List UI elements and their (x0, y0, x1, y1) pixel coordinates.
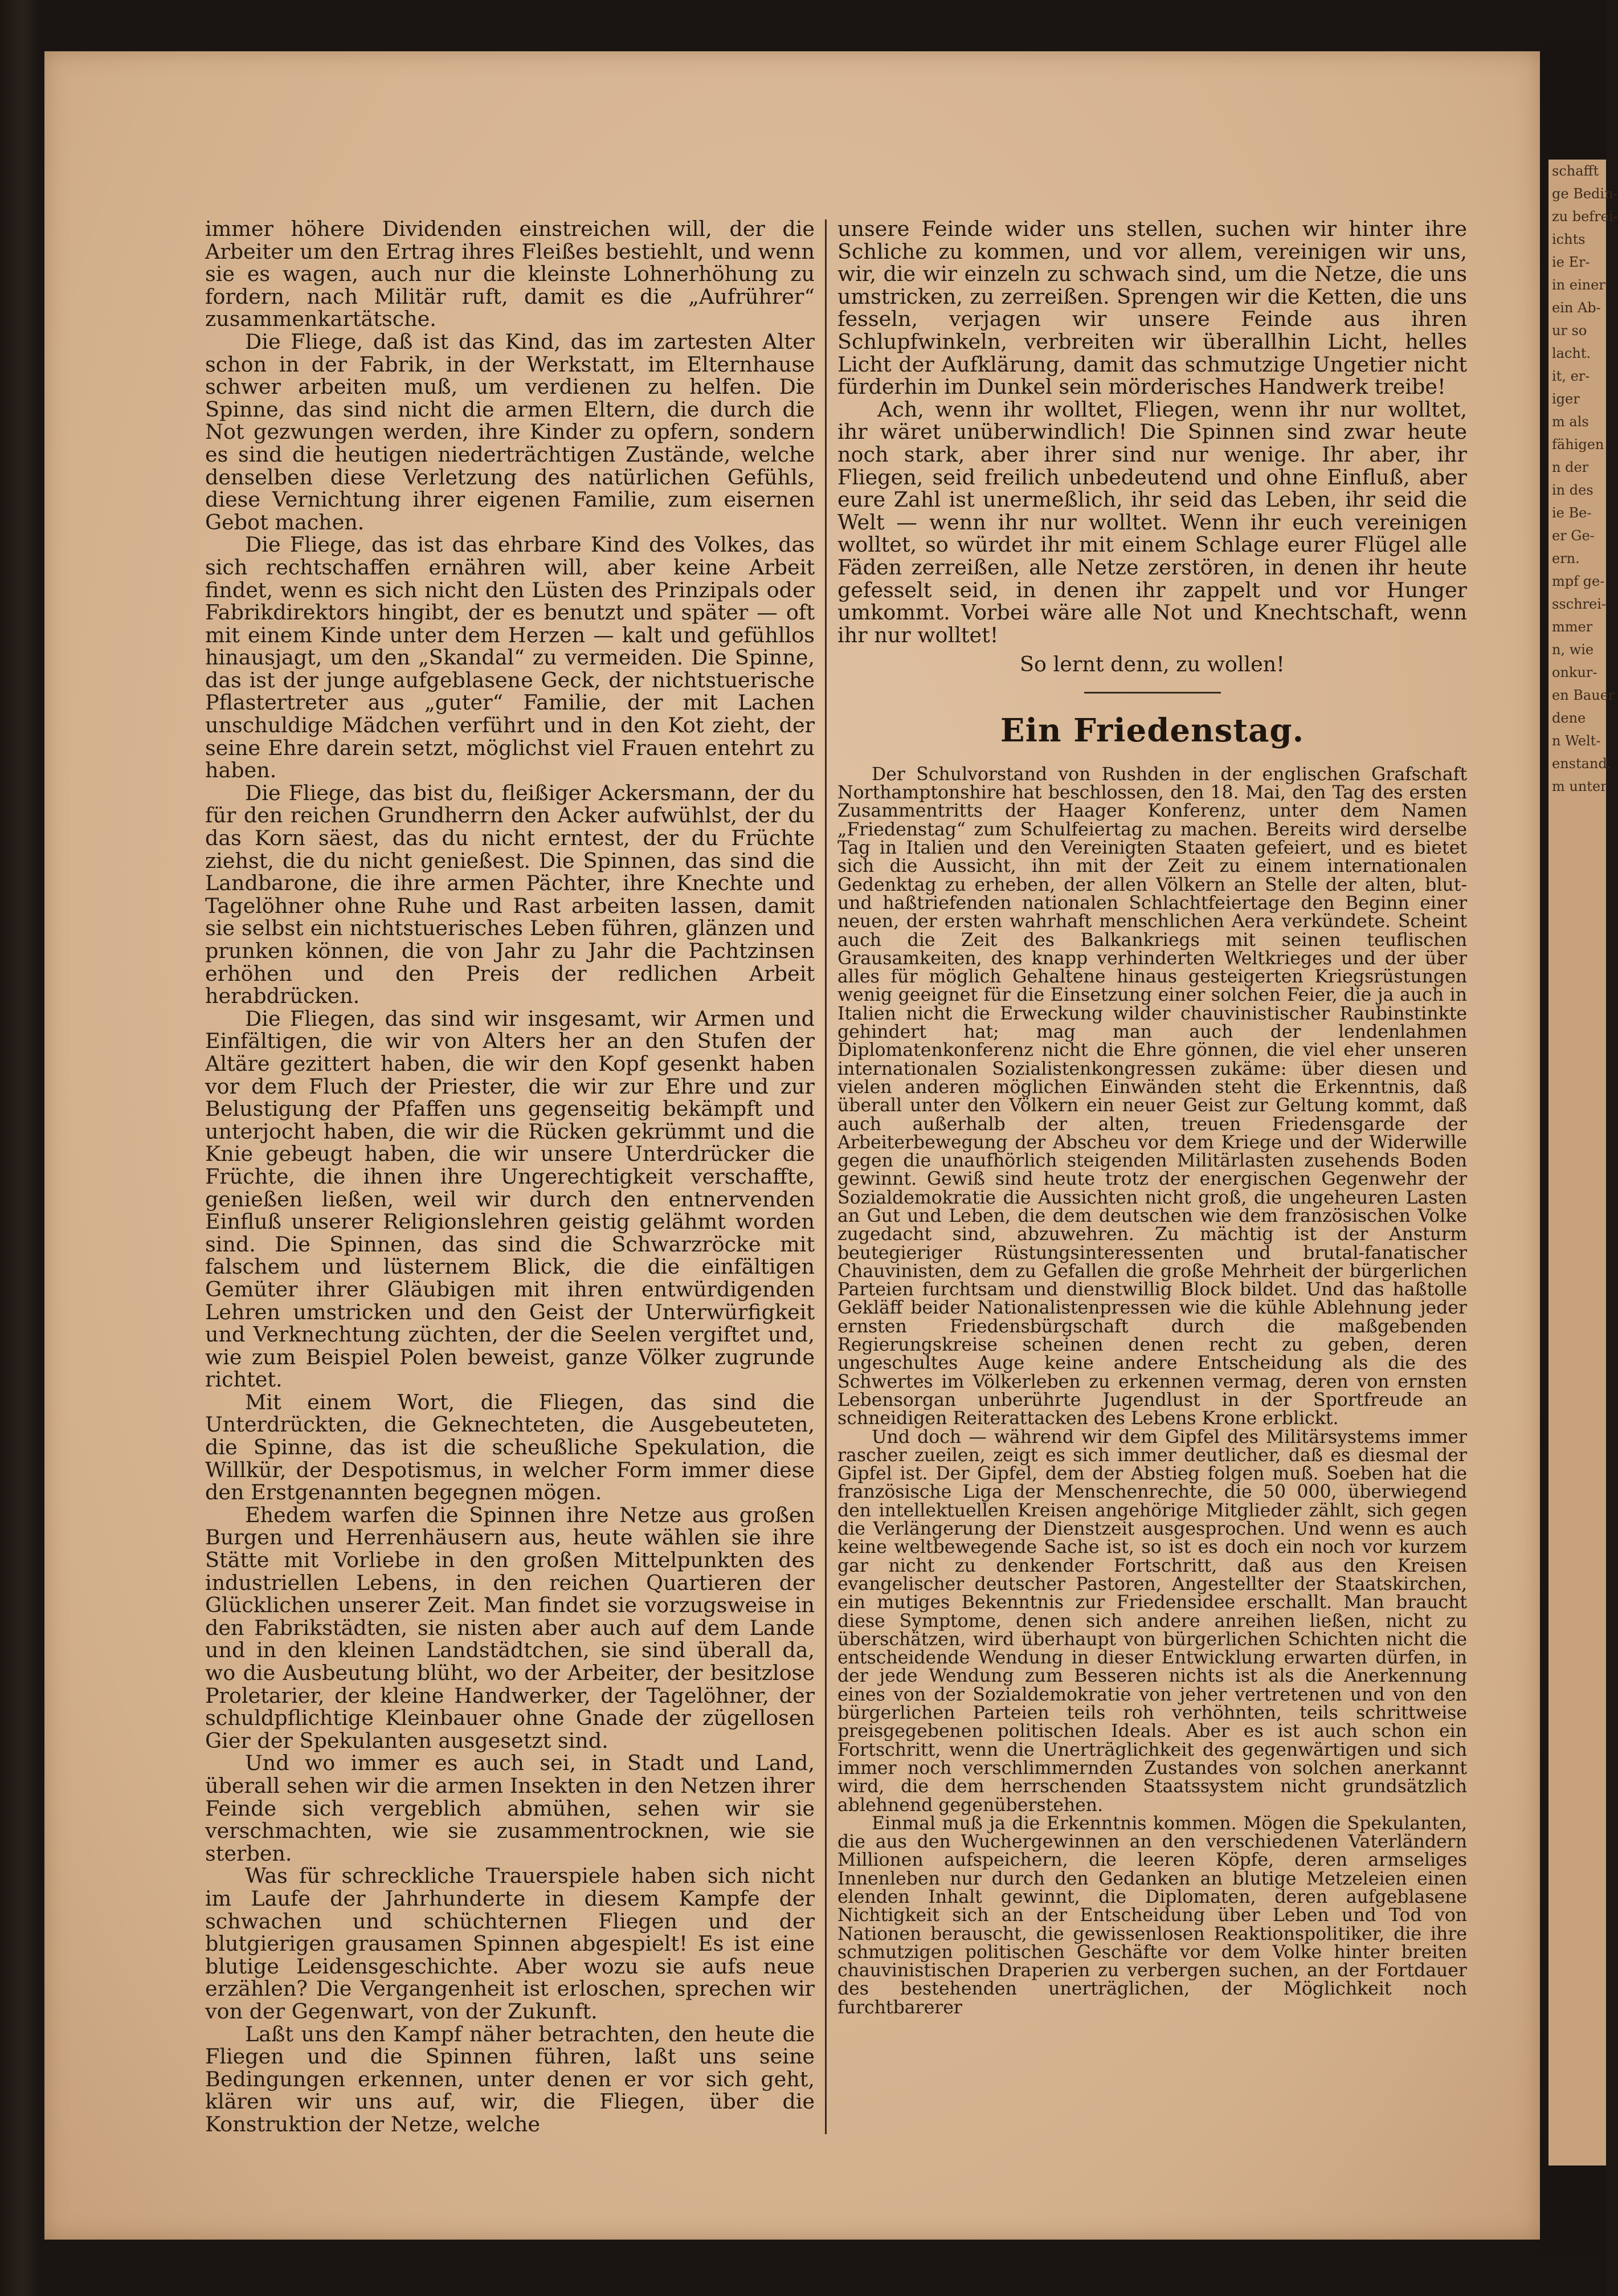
adjacent-page-fragment: mpf ge- (1552, 573, 1605, 589)
adjacent-page-fragment: fähigen (1552, 437, 1604, 452)
adjacent-page-fragment: m als (1552, 414, 1589, 430)
adjacent-page-fragment: ur so (1552, 323, 1587, 339)
adjacent-page-fragment: mmer (1552, 619, 1593, 635)
paragraph: unsere Feinde wider uns stellen, suchen wir hinter ihre Schliche zu kommen, und vor allem, vereinigen wir uns, wir, die wir einzeln zu schwach sind, um die Netze, die uns umstricken, zu zerreißen. Sprengen wir die Ketten, die uns fesseln, verjagen wir unsere Feinde aus ihren Schlupfwinkeln, verbreiten wir überallhin Licht, helles Licht der Aufklärung, damit das schmutzige Ungetier nicht fürderhin im Dunkel sein mörderisches Handwerk treibe! (837, 217, 1467, 399)
adjacent-page-fragment: m unter (1552, 778, 1607, 794)
paragraph: Einmal muß ja die Erkenntnis kommen. Mögen die Spekulanten, die aus den Wuchergewinnen an den verschiedenen Vaterländern Millionen aufspeichern, die leeren Köpfe, deren armseliges Innenleben nur durch den Gedanken an blutige Metzeleien einen elenden Inhalt gewinnt, die Diplomaten, deren aufgeblasene Nichtigkeit sich an der Entscheidung über Leben und Tod von Nationen berauscht, die gewissenlosen Reaktionspolitiker, die ihre schmutzigen politischen Geschäfte vor dem Volke hinter breiten chauvinistischen Draperien zu verbergen suchen, an der Fortdauer des bestehenden unerträglichen, der Möglichkeit noch furchtbarerer (837, 1813, 1467, 2018)
adjacent-page-fragment: it, er- (1552, 368, 1590, 384)
adjacent-page-fragment: n, wie (1552, 642, 1594, 658)
paragraph: Und wo immer es auch sei, in Stadt und Land, überall sehen wir die armen Insekten in den Netzen ihrer Feinde sich vergeblich abmühen, sehen wir sie verschmachten, wie sie zusammentrocknen, wie sie sterben. (205, 1751, 815, 1866)
section-divider (1084, 692, 1221, 694)
article-headline: Ein Friedenstag. (1000, 711, 1305, 749)
paragraph: Mit einem Wort, die Fliegen, das sind die Unterdrückten, die Geknechteten, die Ausgebeuteten, die Spinne, das ist die scheußliche Spekulation, die Willkür, der Despotismus, in welcher Form immer diese den Erstgenannten begegnen mögen. (205, 1389, 815, 1505)
adjacent-page-edge (1548, 160, 1618, 2166)
paragraph: Die Fliegen, das sind wir insgesamt, wir Armen und Einfältigen, die wir von Alters her an den Stufen der Altäre gezittert haben, die wir den Kopf gesenkt haben vor dem Fluch der Priester, die wir zur Ehre und zur Belustigung der Pfaffen uns gegenseitig bekämpft und unterjocht haben, die wir die Rücken gekrümmt und die Knie gebeugt haben, die wir unsere Unterdrücker die Früchte, die ihnen ihre Ungerechtigkeit verschaffte, genießen ließen, weil wir durch den entnervenden Einfluß unserer Religionslehren geistig gelähmt worden sind. Die Spinnen, das sind die Schwarzröcke mit falschem und lüsternem Blick, die die einfältigen Gemüter ihrer Gläubigen mit ihren entwürdigenden Lehren umstricken und den Geist der Unterwürfigkeit und Verknechtung züchten, der die Seelen vergiftet und, wie zum Beispiel Polen beweist, ganze Völker zugrunde richtet. (205, 1006, 815, 1392)
paragraph: Was für schreckliche Trauerspiele haben sich nicht im Laufe der Jahrhunderte in diesem Kampfe der schwachen und schüchternen Fliegen und der blutgierigen grausamen Spinnen abgespielt! Es ist eine blutige Leidensgeschichte. Aber wozu sie aufs neue erzählen? Die Vergangenheit ist erloschen, sprechen wir von der Gegenwart, von der Zukunft. (205, 1863, 815, 2024)
adjacent-page-fragment: sschrei- (1552, 596, 1606, 612)
adjacent-page-fragment: ie Er- (1552, 254, 1590, 270)
paragraph: immer höhere Dividenden einstreichen will, der die Arbeiter um den Ertrag ihres Fleißes bestiehlt, und wenn sie es wagen, auch nur die kleinste Lohnerhöhung zu fordern, nach Militär ruft, damit es die „Aufrührer“ zusammenkartätsche. (205, 217, 815, 332)
paragraph: Die Fliege, das bist du, fleißiger Ackersmann, der du für den reichen Grundherrn den Acker aufwühlst, der du das Korn säest, das du nicht erntest, der du Früchte ziehst, die du nicht genießest. Die Spinnen, das sind die Landbarone, die ihre armen Pächter, ihre Knechte und Tagelöhner ohne Ruhe und Rast arbeiten lassen, damit sie selbst ein nichtstuerisches Leben führen, glänzen und prunken können, die von Jahr zu Jahr die Pachtzinsen erhöhen und den Preis der redlichen Arbeit herabdrücken. (205, 780, 815, 1009)
adjacent-page-fragment: ein Ab- (1552, 300, 1601, 316)
adjacent-page-fragment: onkur- (1552, 664, 1597, 680)
adjacent-page-fragment: schafft (1552, 163, 1599, 179)
paragraph: Und doch — während wir dem Gipfel des Militärsystems immer rascher zueilen, zeigt es sich immer deutlicher, daß es diesmal der Gipfel ist. Der Gipfel, dem der Abstieg folgen muß. Soeben hat die französische Liga der Menschenrechte, die 50 000, überwiegend den intellektuellen Kreisen angehörige Mitglieder zählt, sich gegen die Verlängerung der Dienstzeit ausgesprochen. Und wenn es auch keine weltbewegende Sache ist, so ist es doch ein noch vor kurzem gar nicht zu denkender Fortschritt, daß aus den Kreisen evangelischer deutscher Pastoren, Angestellter der Staatskirchen, ein mutiges Bekenntnis zur Friedensidee erschallt. Man braucht diese Symptome, denen sich andere anreihen ließen, nicht zu überschätzen, wird überhaupt von bürgerlichen Schichten nicht die entscheidende Wendung in dieser Entwicklung erwarten dürfen, in der jede Wendung zum Besseren nichts ist als die Anerkennung eines von der Sozialdemokratie von jeher vertretenen und von den bürgerlichen Parteien teils roh verhöhnten, teils schrittweise preisgegebenen politischen Ideals. Aber es ist auch schon ein Fortschritt, wenn die Unerträglichkeit des gegenwärtigen und sich immer noch verschlimmernden Zustandes von solchen anerkannt wird, die dem herrschenden Staatssystem nicht grundsätzlich ablehnend gegenüberstehen. (837, 1426, 1467, 1816)
adjacent-page-fragment: iger (1552, 391, 1580, 407)
adjacent-page-fragment: n der (1552, 459, 1589, 475)
right-column (837, 218, 1467, 2017)
adjacent-page-fragment: n Welt- (1552, 733, 1601, 749)
adjacent-page-fragment: in des (1552, 482, 1594, 498)
adjacent-page-fragment: dene (1552, 710, 1586, 726)
closing-line: So lernt denn, zu wollen! (1020, 652, 1285, 677)
adjacent-page-fragment: ge Bedin- (1552, 186, 1618, 202)
adjacent-page-fragment: er Ge- (1552, 528, 1595, 544)
paragraph: Ehedem warfen die Spinnen ihre Netze aus großen Burgen und Herrenhäusern aus, heute wählen sie ihre Stätte mit Vorliebe in den großen Mittelpunkten des industriellen Lebens, in den reichen Quartieren der Glücklichen unserer Zeit. Man findet sie vorzugsweise in den Fabrikstädten, sie nisten aber auch auf dem Lande und in den kleinen Landstädtchen, sie sind überall da, wo die Ausbeutung blüht, wo der Arbeiter, der besitzlose Proletarier, der kleine Handwerker, der Tagelöhner, der schuldpflichtige Kleinbauer ohne Gnade der zügellosen Gier der Spekulanten ausgesetzt sind. (205, 1502, 815, 1753)
paragraph: Ach, wenn ihr wolltet, Fliegen, wenn ihr nur wolltet, ihr wäret unüberwindlich! Die Spinnen sind zwar heute noch stark, aber ihrer sind nur wenige. Ihr aber, ihr Fliegen, seid freilich unbedeutend und ohne Einfluß, aber eure Zahl ist unermeßlich, ihr seid das Leben, ihr seid die Welt — wenn ihr nur wolltet. Wenn ihr euch vereinigen wolltet, so würdet ihr mit einem Schlage eurer Flügel alle Fäden zerreißen, alle Netze zerstören, in denen ihr heute gefesselt seid, in denen ihr zappelt und vor Hunger umkommt. Vorbei wäre alle Not und Knechtschaft, wenn ihr nur wolltet! (837, 397, 1467, 647)
article-body (837, 765, 1467, 2017)
adjacent-page-fragment: enstand. (1552, 756, 1612, 772)
adjacent-page-fragment: ie Be- (1552, 505, 1592, 521)
column-rule (825, 219, 827, 2134)
left-column (205, 218, 815, 2135)
adjacent-page-fragment: ichts (1552, 231, 1586, 247)
adjacent-page-fragment: zu befrei- (1552, 209, 1618, 225)
paragraph: Die Fliege, daß ist das Kind, das im zartesten Alter schon in der Fabrik, in der Werkstatt, im Elternhause schwer arbeiten muß, um verdienen zu helfen. Die Spinne, das sind nicht die armen Eltern, die durch die Not gezwungen werden, ihre Kinder zu opfern, sondern es sind die heutigen niederträchtigen Zustände, welche denselben diese Verletzung des natürlichen Gefühls, diese Vernichtung ihrer eigenen Familie, zum eisernen Gebot machen. (205, 329, 815, 535)
adjacent-page-fragment: ern. (1552, 550, 1580, 566)
paragraph: Laßt uns den Kampf näher betrachten, den heute die Fliegen und die Spinnen führen, laßt uns seine Bedingungen erkennen, unter denen er vor sich geht, klären wir uns auf, wir, die Fliegen, über die Konstruktion der Netze, welche (205, 2021, 815, 2136)
adjacent-page-fragment: lacht. (1552, 345, 1591, 361)
adjacent-page-fragment: en Bauer (1552, 687, 1615, 703)
adjacent-page-fragment: in einer (1552, 277, 1605, 293)
paragraph: Der Schulvorstand von Rushden in der englischen Grafschaft Northamptonshire hat beschlossen, den 18. Mai, den Tag des ersten Zusammentritts der Haager Konferenz, unter dem Namen „Friedenstag“ zum Schulfeiertag zu machen. Bereits wird derselbe Tag in Italien und den Vereinigten Staaten gefeiert, und es bietet sich die Aussicht, ihn mit der Zeit zu einem internationalen Gedenktag zu erheben, der allen Völkern an Stelle der alten, blut- und haßtriefenden nationalen Schlachtfeiertage den Beginn einer neuen, der ersten wahrhaft menschlichen Aera verkündete. Scheint auch die Zeit des Balkankriegs mit seinen teuflischen Grausamkeiten, des knapp verhinderten Weltkrieges und der über alles für möglich Gehaltene hinaus gesteigerten Kriegsrüstungen wenig geeignet für die Einsetzung einer solchen Feier, die ja auch in Italien nicht die Erweckung wilder chauvinistischer Raubinstinkte gehindert hat; mag man auch der lendenlahmen Diplomatenkonferenz nicht die Ehre gönnen, die viel eher unseren internationalen Sozialistenkongressen zukäme: über diesen und vielen anderen möglichen Einwänden steht die Erkenntnis, daß überall unter den Völkern ein neuer Geist zur Geltung kommt, daß auch außerhalb der alten, treuen Friedensgarde der Arbeiterbewegung der Abscheu vor dem Kriege und der Widerwille gegen die unaufhörlich steigenden Militärlasten zusehends Boden gewinnt. Gewiß sind heute trotz der energischen Gegenwehr der Sozialdemokratie die Aussichten nicht groß, die ungeheuren Lasten an Gut und Leben, die dem deutschen wie dem französischen Volke zugedacht sind, abzuwehren. Zu mächtig ist der Ansturm beutegieriger Rüstungsinteressenten und brutal-fanatischer Chauvinisten, dem zu Gefallen die große Mehrheit der bürgerlichen Parteien furchtsam und dienstwillig Block bildet. Und das haßtolle Gekläff beider Nationalistenpressen wie die kühle Ablehnung jeder ernsten Friedensbürgschaft durch die maßgebenden Regierungskreise scheinen denen recht zu geben, deren ungeschultes Auge keine andere Entscheidung als die des Schwertes im Völkerleben zu erkennen vermag, deren von ernsten Lebensorgan unberührte Jugendlust in der Sportfreude an schneidigen Reiterattacken des Lebens Krone erblickt. (837, 764, 1467, 1429)
paragraph: Die Fliege, das ist das ehrbare Kind des Volkes, das sich rechtschaffen ernähren will, aber keine Arbeit findet, wenn es sich nicht den Lüsten des Prinzipals oder Fabrikdirektors hingibt, der es benutzt und später — oft mit einem Kinde unter dem Herzen — kalt und gefühllos hinausjagt, um den „Skandal“ zu vermeiden. Die Spinne, das ist der junge aufgeblasene Geck, der nichtstuerische Pflastertreter aus „guter“ Familie, der mit Lachen unschuldige Mädchen verführt und in den Kot zieht, der seine Ehre darein setzt, möglichst viel Frauen entehrt zu haben. (205, 532, 815, 783)
